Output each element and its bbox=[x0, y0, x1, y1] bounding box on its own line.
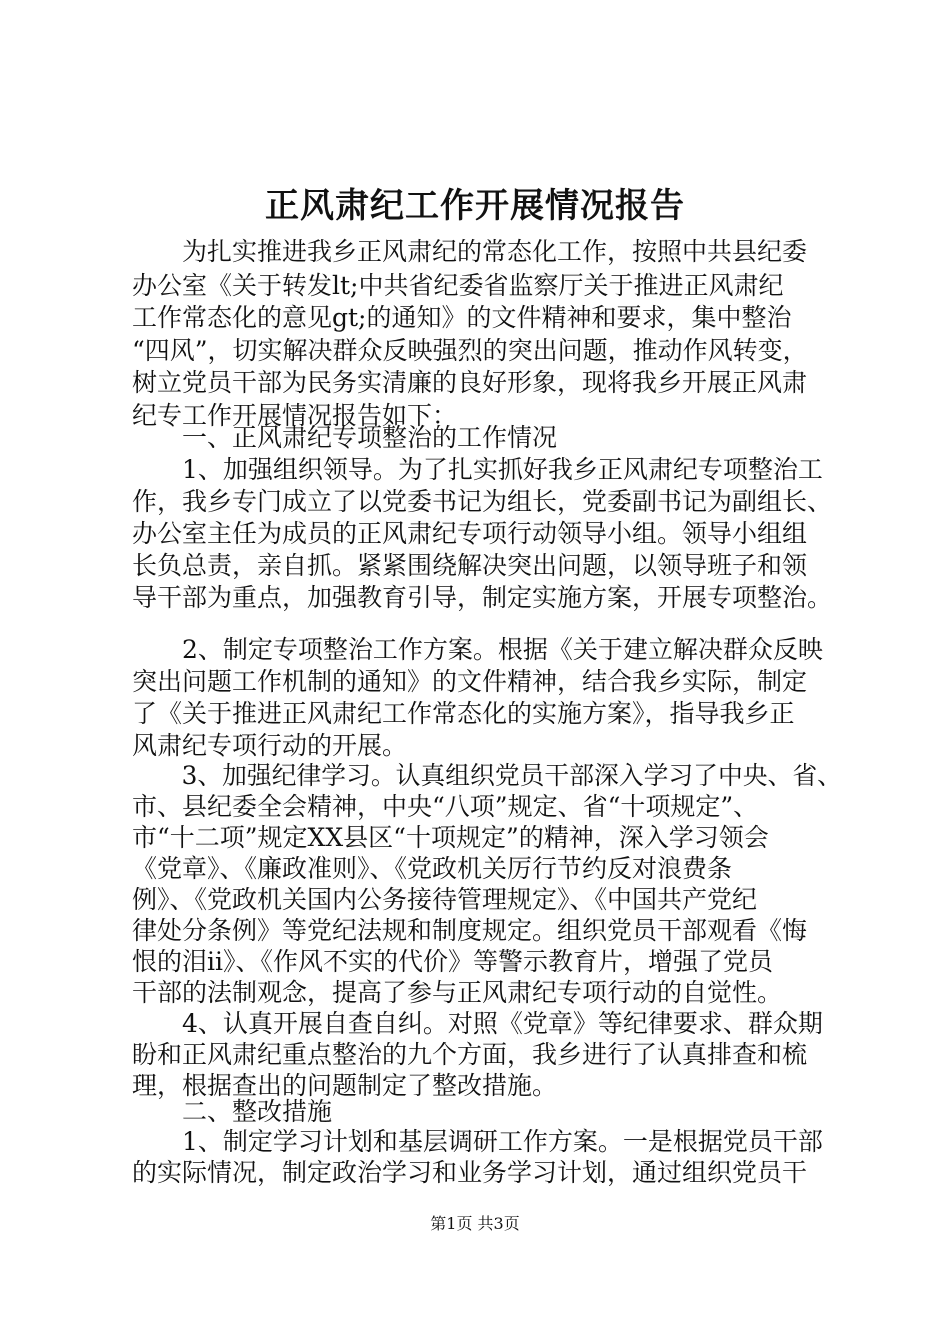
text-line: 盼和正风肃纪重点整治的九个方面，我乡进行了认真排查和梳 bbox=[132, 1040, 808, 1069]
text-line: 1、制定学习计划和基层调研工作方案。一是根据党员干部 bbox=[132, 1127, 823, 1156]
text-line: 导干部为重点，加强教育引导，制定实施方案，开展专项整治。 bbox=[132, 583, 833, 612]
document-title: 正风肃纪工作开展情况报告 bbox=[265, 186, 685, 226]
text-line: 干部的法制观念，提高了参与正风肃纪专项行动的自觉性。 bbox=[132, 978, 783, 1007]
text-line: 风肃纪专项行动的开展。 bbox=[132, 731, 408, 760]
text-line: 3、加强纪律学习。认真组织党员干部深入学习了中央、省、 bbox=[132, 761, 842, 790]
text-line: 作，我乡专门成立了以党委书记为组长，党委副书记为副组长、 bbox=[132, 487, 833, 516]
text-line: 恨的泪ii》、《作风不实的代价》等警示教育片，增强了党员 bbox=[132, 947, 773, 976]
section-heading: 二、整改措施 bbox=[132, 1097, 333, 1126]
text-line: 树立党员干部为民务实清廉的良好形象，现将我乡开展正风肃 bbox=[132, 368, 808, 397]
text-line: 市、县纪委全会精神，中央“八项”规定、省“十项规定”、 bbox=[132, 792, 759, 821]
text-line: 理，根据查出的问题制定了整改措施。 bbox=[132, 1071, 558, 1100]
text-line: 《党章》、《廉政准则》、《党政机关厉行节约反对浪费条 bbox=[132, 854, 733, 883]
text-line: 律处分条例》等党纪法规和制度规定。组织党员干部观看《悔 bbox=[132, 916, 808, 945]
text-line: 市“十二项”规定XX县区“十项规定”的精神，深入学习领会 bbox=[132, 823, 769, 852]
text-line: 2、制定专项整治工作方案。根据《关于建立解决群众反映 bbox=[132, 635, 823, 664]
text-line: 纪专工作开展情况报告如下： bbox=[132, 401, 458, 430]
text-line: 了《关于推进正风肃纪工作常态化的实施方案》，指导我乡正 bbox=[132, 699, 795, 728]
text-line: 的实际情况，制定政治学习和业务学习计划，通过组织党员干 bbox=[132, 1158, 808, 1187]
text-line: 例》、《党政机关国内公务接待管理规定》、《中国共产党纪 bbox=[132, 885, 758, 914]
text-line: 4、认真开展自查自纠。对照《党章》等纪律要求、群众期 bbox=[132, 1009, 823, 1038]
text-line: 突出问题工作机制的通知》的文件精神，结合我乡实际，制定 bbox=[132, 667, 808, 696]
text-line: 办公室主任为成员的正风肃纪专项行动领导小组。领导小组组 bbox=[132, 519, 808, 548]
text-line: “四风”，切实解决群众反映强烈的突出问题，推动作风转变， bbox=[132, 336, 808, 365]
text-line: 1、加强组织领导。为了扎实抓好我乡正风肃纪专项整治工 bbox=[132, 455, 823, 484]
text-line: 工作常态化的意见gt;的通知》的文件精神和要求，集中整治 bbox=[132, 303, 792, 332]
text-line: 为扎实推进我乡正风肃纪的常态化工作，按照中共县纪委 bbox=[132, 237, 808, 266]
page-number-footer: 第1页 共3页 bbox=[430, 1214, 520, 1233]
section-heading: 一、正风肃纪专项整治的工作情况 bbox=[132, 423, 558, 452]
text-line: 长负总责，亲自抓。紧紧围绕解决突出问题，以领导班子和领 bbox=[132, 551, 808, 580]
text-line: 办公室《关于转发lt;中共省纪委省监察厅关于推进正风肃纪 bbox=[132, 271, 784, 300]
